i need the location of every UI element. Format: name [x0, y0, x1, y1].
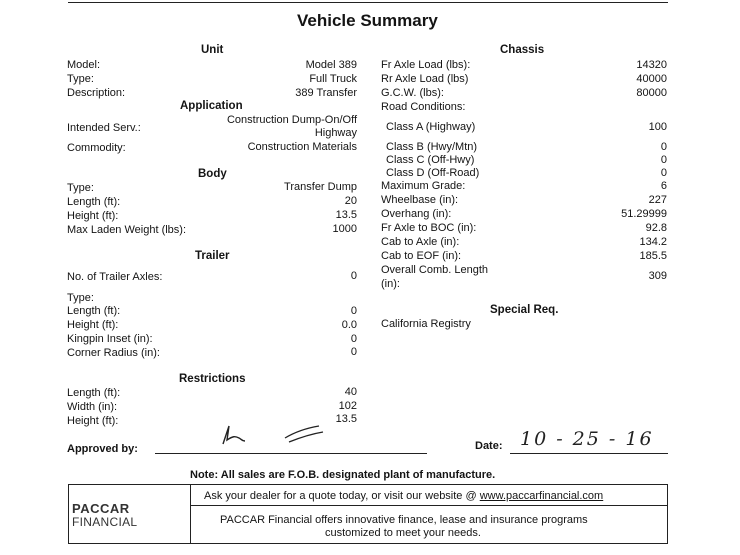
restriction-height-value: 13.5	[335, 413, 357, 425]
body-type-label: Type:	[67, 182, 94, 194]
max-laden-weight-value: 1000	[332, 223, 357, 235]
commodity-value: Construction Materials	[247, 141, 357, 153]
ask-dealer-text	[204, 490, 603, 502]
paccar-logo-text: PACCAR	[72, 501, 130, 516]
gcw-label: G.C.W. (lbs):	[381, 87, 444, 99]
footer-left-border	[68, 484, 69, 544]
restriction-length-value: 40	[344, 386, 357, 398]
max-laden-weight-label: Max Laden Weight (lbs):	[67, 224, 187, 236]
date-value: 10 - 25 - 16	[520, 428, 654, 450]
signature	[215, 420, 335, 450]
footer-top-border	[68, 484, 668, 485]
trailer-length-label: Length (ft):	[67, 305, 121, 317]
offer-text-line-1: PACCAR Financial offers innovative finance, lease and insurance programs	[220, 514, 588, 526]
approved-by-line	[155, 453, 427, 454]
wheelbase-value: 227	[648, 194, 667, 206]
offer-text-line-2: customized to meet your needs.	[325, 527, 481, 539]
rr-axle-load-value: 40000	[636, 73, 667, 85]
overhang-value: 51.29999	[621, 208, 667, 220]
special-req-value: California Registry	[381, 318, 471, 330]
top-rule	[68, 2, 668, 3]
kingpin-inset-value: 0	[350, 333, 357, 345]
body-height-value: 13.5	[335, 209, 357, 221]
cab-to-eof-value: 185.5	[639, 250, 667, 262]
body-heading: Body	[198, 168, 227, 180]
footer-mid-border	[190, 505, 668, 506]
corner-radius-value: 0	[350, 346, 357, 358]
class-c-value: 0	[660, 154, 667, 166]
intended-service-value-2: Highway	[314, 127, 357, 139]
ask-dealer-label: Ask your dealer for a quote today, or visit our website @	[204, 490, 477, 502]
trailer-length-value: 0	[350, 305, 357, 317]
overall-comb-length-value: 309	[648, 270, 667, 282]
cab-to-axle-value: 134.2	[639, 236, 667, 248]
maximum-grade-label: Maximum Grade:	[381, 180, 466, 192]
overall-comb-length-label-2: (in):	[381, 278, 400, 290]
cab-to-eof-label: Cab to EOF (in):	[381, 250, 462, 262]
restriction-width-value: 102	[338, 400, 357, 412]
class-a-label: Class A (Highway)	[386, 121, 476, 133]
unit-model-value: Model 389	[305, 59, 357, 71]
trailer-height-label: Height (ft):	[67, 319, 119, 331]
approved-by-label: Approved by:	[67, 443, 138, 455]
date-label: Date:	[475, 440, 503, 452]
wheelbase-label: Wheelbase (in):	[381, 194, 459, 206]
restrictions-heading: Restrictions	[179, 373, 246, 385]
overall-comb-length-label-1: Overall Comb. Length	[381, 264, 488, 276]
intended-service-value-1: Construction Dump-On/Off	[226, 114, 357, 126]
trailer-height-value: 0.0	[341, 319, 357, 331]
unit-description-value: 389 Transfer	[295, 87, 357, 99]
trailer-axles-label: No. of Trailer Axles:	[67, 271, 163, 283]
body-length-value: 20	[344, 195, 357, 207]
trailer-heading: Trailer	[195, 250, 230, 262]
corner-radius-label: Corner Radius (in):	[67, 347, 160, 359]
restriction-height-label: Height (ft):	[67, 415, 119, 427]
fr-axle-to-boc-value: 92.8	[645, 222, 667, 234]
special-req-heading: Special Req.	[490, 304, 559, 316]
commodity-label: Commodity:	[67, 142, 126, 154]
restriction-length-label: Length (ft):	[67, 387, 121, 399]
unit-heading: Unit	[201, 44, 224, 56]
class-d-label: Class D (Off-Road)	[386, 167, 480, 179]
class-b-value: 0	[660, 141, 667, 153]
unit-type-value: Full Truck	[309, 73, 357, 85]
fr-axle-to-boc-label: Fr Axle to BOC (in):	[381, 222, 477, 234]
rr-axle-load-label: Rr Axle Load (lbs)	[381, 73, 469, 85]
fr-axle-load-value: 14320	[636, 59, 667, 71]
date-line	[510, 453, 668, 454]
class-b-label: Class B (Hwy/Mtn)	[386, 141, 478, 153]
class-c-label: Class C (Off-Hwy)	[386, 154, 475, 166]
kingpin-inset-label: Kingpin Inset (in):	[67, 333, 153, 345]
fob-note: Note: All sales are F.O.B. designated plant of manufacture.	[190, 469, 496, 481]
footer-right-border	[667, 484, 668, 544]
unit-type-label: Type:	[67, 73, 94, 85]
unit-model-label: Model:	[67, 59, 101, 71]
road-conditions-label: Road Conditions:	[381, 101, 466, 113]
body-height-label: Height (ft):	[67, 210, 119, 222]
maximum-grade-value: 6	[660, 180, 667, 192]
trailer-type-label: Type:	[67, 292, 94, 304]
trailer-axles-value: 0	[350, 270, 357, 282]
application-heading: Application	[180, 100, 243, 112]
body-type-value: Transfer Dump	[284, 181, 357, 193]
body-length-label: Length (ft):	[67, 196, 121, 208]
footer-bottom-border	[68, 543, 668, 544]
restriction-width-label: Width (in):	[67, 401, 118, 413]
fr-axle-load-label: Fr Axle Load (lbs):	[381, 59, 471, 71]
cab-to-axle-label: Cab to Axle (in):	[381, 236, 460, 248]
intended-service-label: Intended Serv.:	[67, 122, 141, 134]
chassis-heading: Chassis	[500, 44, 545, 56]
footer-divider	[190, 484, 191, 544]
class-a-value: 100	[648, 121, 667, 133]
unit-description-label: Description:	[67, 87, 126, 99]
financial-logo-text: FINANCIAL	[72, 515, 138, 529]
page-title: Vehicle Summary	[297, 11, 438, 30]
class-d-value: 0	[660, 167, 667, 179]
gcw-value: 80000	[636, 87, 667, 99]
overhang-label: Overhang (in):	[381, 208, 452, 220]
paccar-website-link[interactable]: www.paccarfinancial.com	[479, 490, 604, 502]
